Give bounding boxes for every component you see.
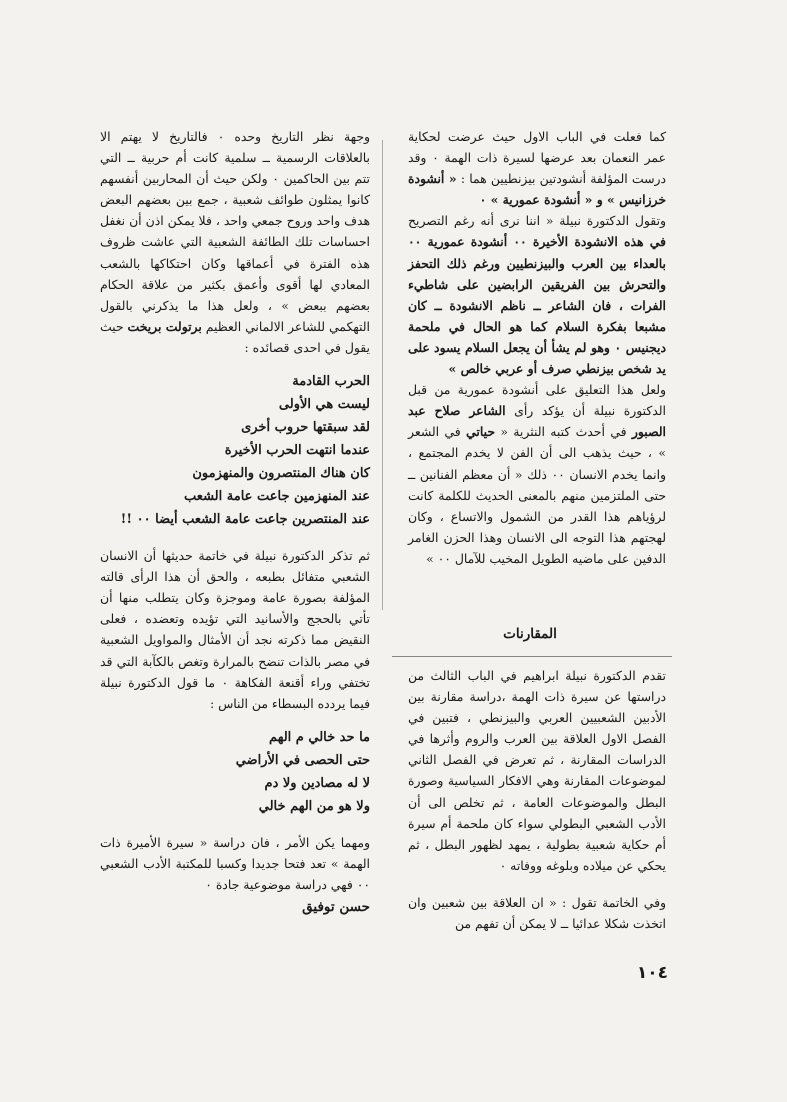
poem-line: لقد سبقتها حروب أخرى [241,420,370,436]
text-line: لظهور البطل ، ثم يحكي عن ميلاده وبلوغه [408,836,666,873]
poem-line: ليست هي الأولى [278,397,370,413]
text-line: وهذا الحزن الغامر الدفين على ماضيه الطويل [408,529,666,566]
text-line: تقدم الدكتورة نبيلة ابراهيم في الباب [467,668,666,683]
poem-line: عند المنتصرين جاعت عامة الشعب أيضا ٠٠ !! [120,512,370,528]
text-line: حيث يقول في احدى [100,318,370,355]
paragraph [100,545,370,714]
paragraph [408,665,666,876]
text-line: وان اتخذت شكلا عدائيا ــ لا يمكن أن تفهم من [408,894,666,932]
emphasized-text: حياتي [466,424,495,440]
text-line: التي تتم بين الحاكمين ٠ ولكن حيث أن المحاربين [100,150,370,187]
text-line: وأثرها في الدراسات المقارنة ، ثم تعرض في [408,731,666,768]
text-line: بعضهم البعض هدف واحد وروح جمعي واحد ، [100,192,370,229]
paragraph [100,126,370,358]
text-line: عمر النعمان بعد عرضها لسيرة ذات الهمة ٠ [432,150,666,166]
text-line: الأمثال والمواويل الشعبية في مصر بالذات تنضح [100,632,370,669]
text-line: قصائده : [244,339,290,355]
text-line: كما فعلت في الباب الاول حيث عرضت لحكاية [408,129,666,144]
text-line: بالمرارة وتغص بالكآبة التي قد تختفي وراء أقنعة [100,653,370,690]
text-line: فتبين في الفصل الاول العلاقة بين العرب والروم [408,710,666,747]
text-line: ولعل هذا التعليق على أنشودة عمورية من قبل [408,382,666,398]
emphasized-text: والتحرش بين الفريقين الرابضين على شاطيء [408,276,666,292]
poem-line: ولا هو من الهم خالي [258,798,370,814]
text-line: الدكتورة نبيلة أن يؤكد رأى [514,403,666,419]
emphasized-text: بالعداء بين العرب والبيزنطيين ورغم ذلك التحفز [408,255,666,271]
paragraph [408,210,666,379]
page-number: ١٠٤ [636,963,668,983]
text-line: يتطلب منها أن تأتي بالحجج والأسانيد التي تؤيده [100,590,370,627]
text-line: الأدب الشعبي ٠٠ فهي دراسة موضوعية جادة ٠ [100,855,370,892]
emphasized-text: على يد شخص بيزنطي صرف أو عربي خالص » [408,339,666,377]
text-line: الا بالعلاقات الرسمية ــ سلمية كانت أم حربية ــ [100,129,370,166]
text-line: والاتساع ، وكان لهجتهم هذا التوجه الى الانسان [408,508,666,545]
right-column [408,126,666,569]
text-line: الفصل الثاني لموضوعات المقارنة وهي الافكار [408,752,666,789]
paragraph [408,892,666,934]
text-line: الثالث من دراستها عن سيرة ذات الهمة ،دراسة [408,668,666,705]
text-line: ملحمة أم سيرة أم حكاية شعبية بطولية ، يمهد [408,815,666,852]
poem-line: عندما انتهت الحرب الأخيرة [224,443,370,459]
emphasized-text: ديجنيس ٠ وهو لم يشأ أن يجعل السلام يسود [434,339,666,355]
text-line: في أحدث كتبه النثرية « [500,424,627,440]
text-line: ومهما يكن الأمر ، فان دراسة « سيرة الأميرة [126,834,370,850]
paragraph [408,126,666,210]
paragraph [408,379,666,569]
text-line: وجهة نظر التاريخ وحده ٠ فالتاريخ لا يهتم [120,129,370,144]
text-line: فلا يمكن اذن أن نغفل احساسات تلك الطائفة [100,213,370,250]
text-line: الفكاهة ٠ ما قول الدكتورة نبيلة فيما يردده [100,674,370,711]
text-line: الفنانين ــ حتى الملتزمين منهم بالمعنى الحديث [408,466,666,503]
text-line: العظيم [205,318,242,334]
text-line: أنفسهم كانوا يمثلون طوائف شعبية ، جمع بين [100,171,370,208]
text-line: ووفاته ٠ [499,857,542,873]
poem-line: حتى الحصى في الأراضي [235,752,370,768]
text-line: أن الانسان الشعبي متفائل بطبعه ، والحق أن [100,548,370,585]
paragraph [100,832,370,895]
text-line: المخيب للآمال ٠٠ » [426,550,528,566]
text-line: وكان احتكاكها بالشعب المعادي لها أقوى وأعمق [100,255,370,292]
column-divider [382,140,383,610]
emphasized-text: في هذه الانشودة الأخيرة ٠٠ أنشودة عمورية ٠٠ [408,234,666,250]
text-line: هذا الرأى قالته المؤلفة بصورة عامة وموجزة وكان [100,569,370,606]
text-line: السياسية وصورة البطل والموضوعات العامة ، [408,773,667,810]
text-line: للكلمة كانت لرؤياهم هذا القدر من الشمول [408,487,666,524]
emphasized-text: « أنشودة خرزانيس » و « أنشودة عمورية » ٠ [408,171,666,208]
poem [100,370,370,531]
poem-line: ما حد خالي م الهم [269,729,370,745]
text-line: الشعبية التي عاشت ظروف هذه الفترة في أعماقها [100,234,370,271]
left-column [100,126,370,918]
poem [100,726,370,818]
author-signature: حسن توفيق [302,899,370,916]
section-heading: المقارنات [503,626,557,642]
text-line: ثم تخلص الى أن الأدب الشعبي البطولي سواء كان [408,794,666,831]
text-line: هذا ما يذكرني بالقول التهكمي للشاعر الالماني [100,297,370,334]
text-line: وتقول الدكتورة نبيلة « اننا نرى أنه رغم التصريح [408,213,666,229]
poem-line: كان هناك المنتصرون والمنهزمون [192,466,370,482]
text-line: ثم تذكر الدكتورة نبيلة في خاتمة حديثها [161,548,370,564]
poem-line: الحرب القادمة [292,374,370,390]
emphasized-text: مشبعا بفكرة السلام كما هو الحال في ملحمة [408,318,666,334]
text-line: مقارنة بين الأدبين الشعبيين العربي والبيزنطي ، [408,689,666,726]
text-line: البسطاء من الناس : [209,695,314,711]
text-line: في الشعر » ، حيث يذهب الى أن الفن لا يخدم [408,424,666,461]
text-line: وقد درست المؤلفة أنشودتين بيزنطيين هما : [408,150,666,187]
text-line: ذات الهمة » تعد فتحا جديدا وكسبا للمكتبة [100,834,370,871]
text-line: وفي الخاتمة تقول : « ان العلاقة بين شعبين [431,894,666,910]
emphasized-text: برتولت بريخت [127,318,202,334]
text-line: بكثير من علاقة الحكام بعضهم ببعض » ، ولعل [100,276,370,313]
emphasized-text: الفرات ، فان الشاعر ــ ناظم الانشودة ــ كان [408,297,666,313]
poem-line: لا له مصادين ولا دم [264,775,370,791]
poem-line: عند المنهزمين جاعت عامة الشعب [184,489,370,505]
right-column-lower [408,665,666,934]
emphasized-text: الشاعر صلاح عبد الصبور [408,403,666,440]
text-line: وتعضده ، فعلى النقيض مما ذكرته نجد أن [100,611,370,648]
text-line: المجتمع ، وانما يخدم الانسان ٠٠ ذلك « أن معظم [408,445,666,482]
section-divider [392,656,672,657]
